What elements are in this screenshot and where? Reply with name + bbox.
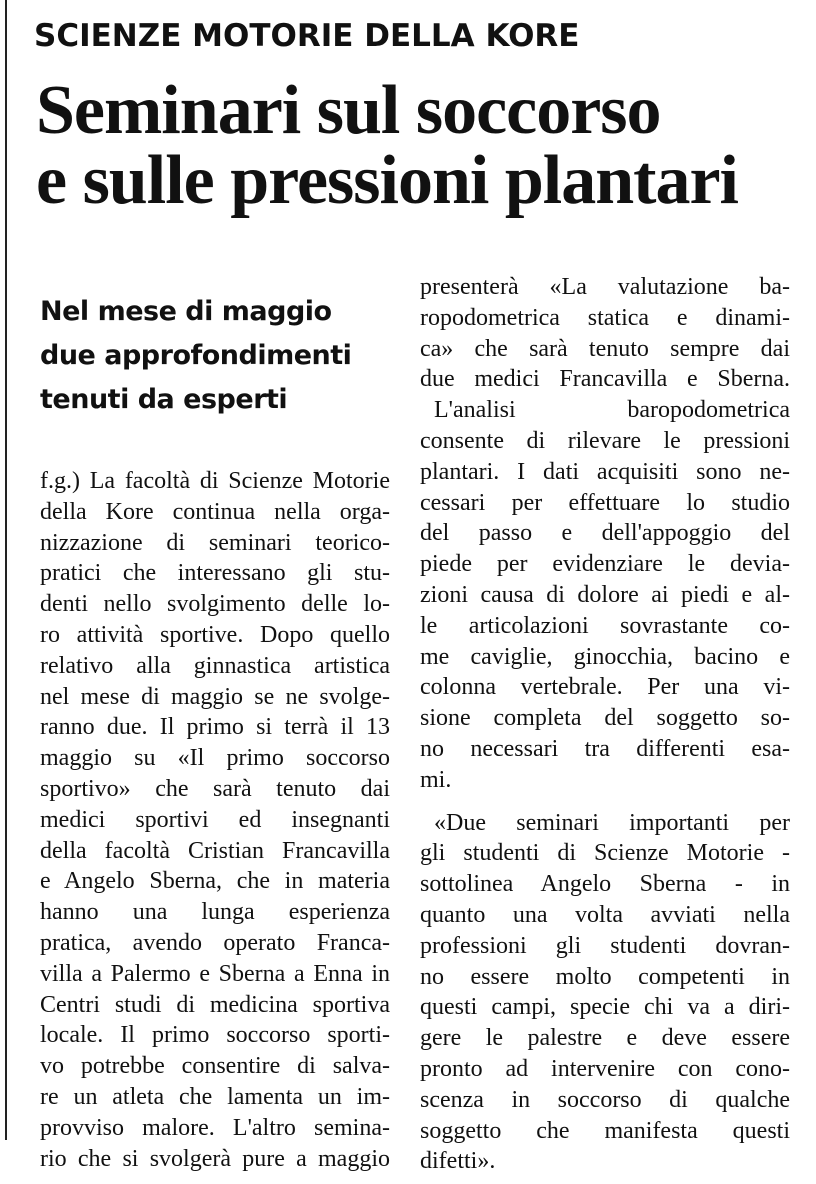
text-line: pratica, avendo operato Franca- xyxy=(40,929,390,956)
text-line: provviso malore. L'altro semina- xyxy=(40,1114,390,1141)
text-line: colonna vertebrale. Per una vi- xyxy=(420,674,790,701)
text-line: scenza in soccorso di qualche xyxy=(420,1086,790,1113)
text-line: locale. Il primo soccorso sporti- xyxy=(40,1022,390,1049)
text-line: ropodometrica statica e dinami- xyxy=(420,304,790,331)
text-line: denti nello svolgimento delle lo- xyxy=(40,591,390,618)
column-rule xyxy=(5,0,7,1140)
subhead-line: Nel mese di maggio xyxy=(40,296,332,327)
text-line: vo potrebbe consentire di salva- xyxy=(40,1053,390,1080)
headline-line: e sulle pressioni plantari xyxy=(36,142,738,219)
subhead-line: due approfondimenti xyxy=(40,340,352,371)
text-line: quanto una volta avviati nella xyxy=(420,901,790,928)
headline xyxy=(36,72,806,219)
text-line: nizzazione di seminari teorico- xyxy=(40,529,390,556)
text-line: ranno due. Il primo si terrà il 13 xyxy=(40,714,390,741)
text-line: sottolinea Angelo Sberna - in xyxy=(420,871,790,898)
text-line: consente di rilevare le pressioni xyxy=(420,427,790,454)
text-line: gere le palestre e deve essere xyxy=(420,1025,790,1052)
text-line: soggetto che manifesta questi xyxy=(420,1117,790,1144)
text-line: medici sportivi ed insegnanti xyxy=(40,806,390,833)
text-line: pratici che interessano gli stu- xyxy=(40,560,390,587)
text-line: nel mese di maggio se ne svolge- xyxy=(40,683,390,710)
text-line: le articolazioni sovrastante co- xyxy=(420,612,790,639)
text-line: piede per evidenziare le devia- xyxy=(420,551,790,578)
text-line: f.g.) La facoltà di Scienze Motorie xyxy=(40,468,390,494)
text-line: hanno una lunga esperienza xyxy=(40,899,390,926)
paragraph-gap xyxy=(420,796,790,808)
text-line: plantari. I dati acquisiti sono ne- xyxy=(420,458,790,485)
text-line: professioni gli studenti dovran- xyxy=(420,932,790,959)
text-line: della facoltà Cristian Francavilla xyxy=(40,837,390,864)
text-line: zioni causa di dolore ai piedi e al- xyxy=(420,581,790,608)
text-line: no essere molto competenti in xyxy=(420,963,790,990)
text-line: del passo e dell'appoggio del xyxy=(420,520,790,547)
text-line: della Kore continua nella orga- xyxy=(40,498,390,525)
text-line: villa a Palermo e Sberna a Enna in xyxy=(40,960,390,987)
text-line: maggio su «Il primo soccorso xyxy=(40,745,390,772)
text-line: Centri studi di medicina sportiva xyxy=(40,991,390,1018)
text-line: re un atleta che lamenta un im- xyxy=(40,1083,390,1110)
text-line: due medici Francavilla e Sberna. xyxy=(420,366,790,393)
text-line: «Due seminari importanti per xyxy=(434,809,790,836)
text-line: presenterà «La valutazione ba- xyxy=(420,274,790,300)
text-line: cessari per effettuare lo studio xyxy=(420,489,790,516)
text-line: difetti». xyxy=(420,1148,496,1175)
body-column-2 xyxy=(420,272,790,1177)
text-line: gli studenti di Scienze Motorie - xyxy=(420,840,790,867)
subhead-line: tenuti da esperti xyxy=(40,384,288,415)
text-line: rio che si svolgerà pure a maggio xyxy=(40,1145,390,1172)
text-line: me caviglie, ginocchia, bacino e xyxy=(420,643,790,670)
kicker: SCIENZE MOTORIE DELLA KORE xyxy=(34,18,580,54)
text-line: ca» che sarà tenuto sempre dai xyxy=(420,335,790,362)
subheadline xyxy=(40,290,400,422)
text-line: relativo alla ginnastica artistica xyxy=(40,652,390,679)
text-line: ro attività sportive. Dopo quello xyxy=(40,621,390,648)
text-line: mi. xyxy=(420,766,452,793)
text-line: e Angelo Sberna, che in materia xyxy=(40,868,390,895)
headline-line: Seminari sul soccorso xyxy=(36,72,661,149)
text-line: questi campi, specie chi va a diri- xyxy=(420,994,790,1021)
text-line: pronto ad intervenire con cono- xyxy=(420,1055,790,1082)
text-line: L'analisi baropodometrica xyxy=(434,397,790,424)
text-line: no necessari tra differenti esa- xyxy=(420,735,790,762)
text-line: sione completa del soggetto so- xyxy=(420,705,790,732)
text-line: sportivo» che sarà tenuto dai xyxy=(40,775,390,802)
body-column-1 xyxy=(40,466,390,1174)
